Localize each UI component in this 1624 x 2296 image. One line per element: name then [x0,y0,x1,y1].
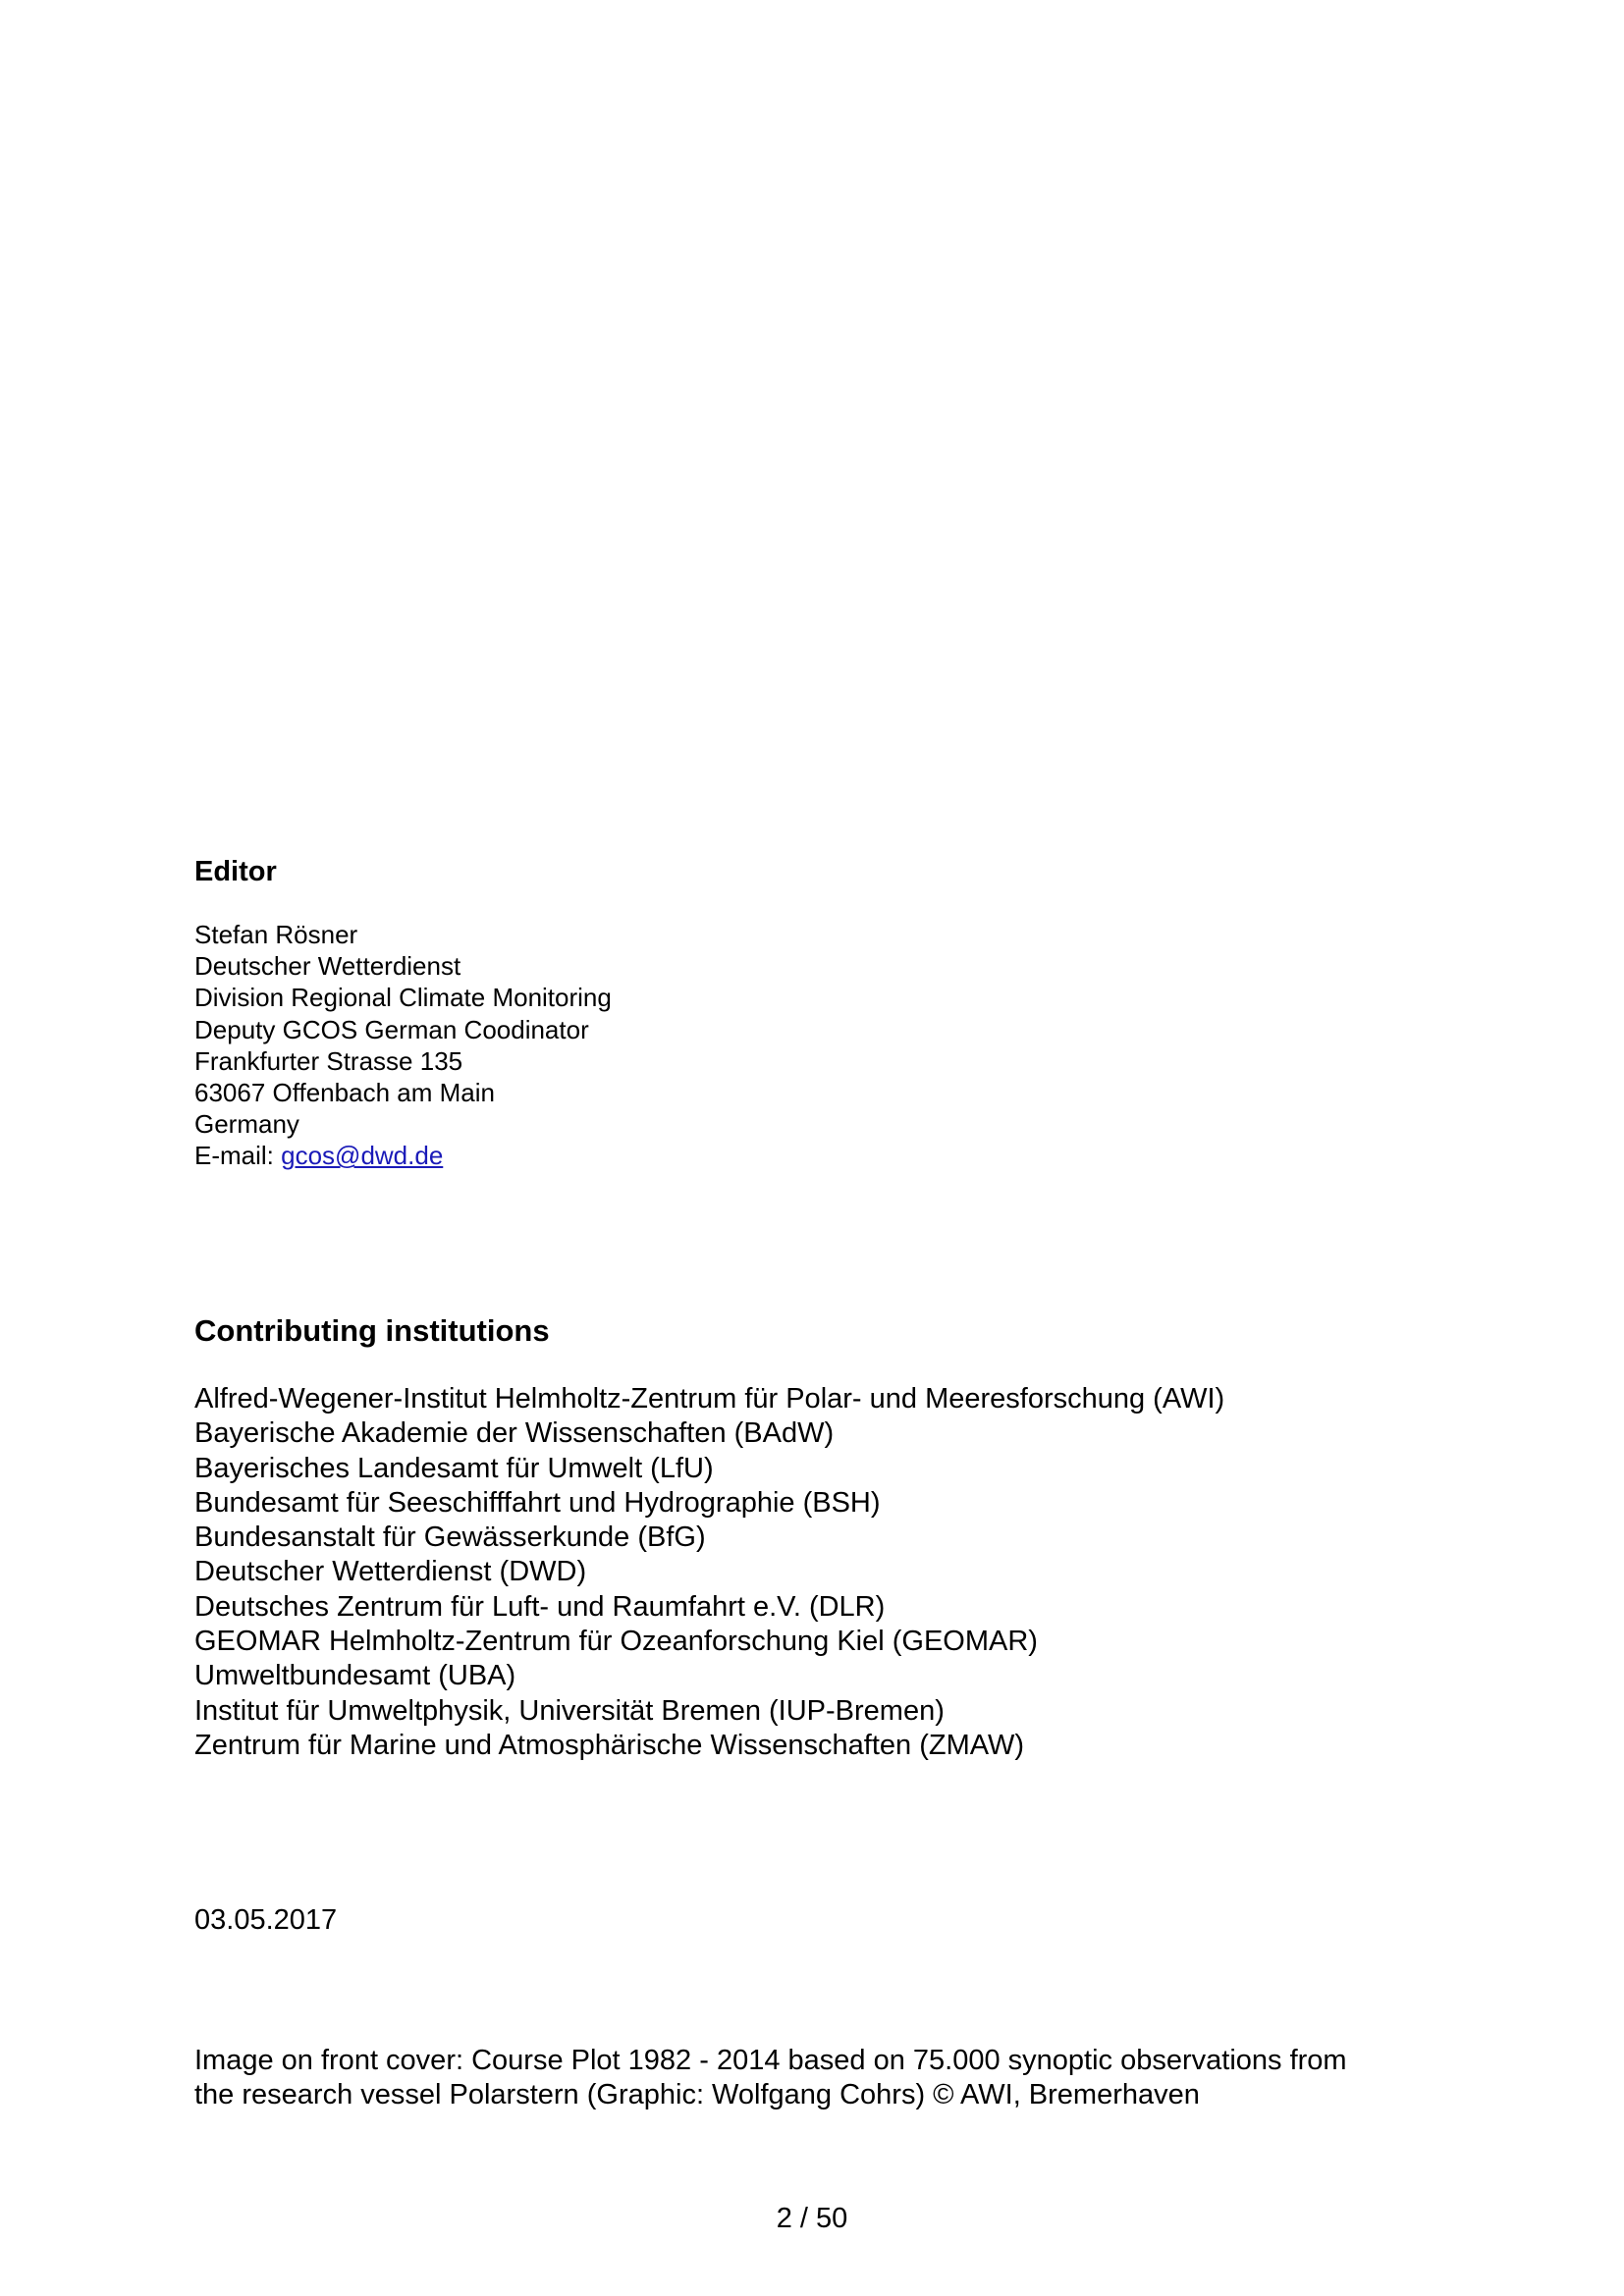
editor-country: Germany [194,1109,299,1140]
email-label: E-mail: [194,1141,282,1171]
institution-item: Bayerisches Landesamt für Umwelt (LfU) [194,1452,714,1484]
institution-item: Alfred-Wegener-Institut Helmholtz-Zentrum für Polar- und Meeresforschung (AWI) [194,1383,1225,1415]
institution-item: Deutscher Wetterdienst (DWD) [194,1556,587,1588]
institution-item: Deutsches Zentrum für Luft- und Raumfahrt e.V. (DLR) [194,1590,886,1623]
editor-city: 63067 Offenbach am Main [194,1078,495,1108]
document-date: 03.05.2017 [194,1904,338,1936]
cover-note-line: Image on front cover: Course Plot 1982 - 2014 based on 75.000 synoptic observations from [194,2045,1347,2076]
institution-list [194,1382,1224,1763]
editor-organization: Deutscher Wetterdienst [194,951,461,982]
editor-name: Stefan Rösner [194,920,358,949]
institution-item: Zentrum für Marine und Atmosphärische Wissenschaften (ZMAW) [194,1729,1025,1761]
editor-division: Division Regional Climate Monitoring [194,983,612,1013]
contributing-heading: Contributing institutions [194,1313,550,1348]
cover-image-credit [194,2044,1347,2112]
editor-heading: Editor [194,856,277,887]
email-link[interactable]: gcos@dwd.de [281,1141,444,1171]
cover-note-line: the research vessel Polarstern (Graphic: Wolfgang Cohrs) © AWI, Bremerhaven [194,2079,1200,2110]
editor-street: Frankfurter Strasse 135 [194,1045,463,1076]
institution-item: Institut für Umweltphysik, Universität Bremen (IUP-Bremen) [194,1694,945,1727]
institution-item: Umweltbundesamt (UBA) [194,1660,516,1692]
editor-role: Deputy GCOS German Coodinator [194,1014,589,1044]
institution-item: Bundesamt für Seeschifffahrt und Hydrographie (BSH) [194,1486,881,1519]
institution-item: GEOMAR Helmholtz-Zentrum für Ozeanforschung Kiel (GEOMAR) [194,1626,1038,1658]
institution-item: Bayerische Akademie der Wissenschaften (BAdW) [194,1417,835,1450]
page-number: 2 / 50 [776,2203,848,2234]
editor-contact-block [194,919,612,1172]
institution-item: Bundesanstalt für Gewässerkunde (BfG) [194,1522,706,1554]
editor-email-row [194,1140,612,1171]
